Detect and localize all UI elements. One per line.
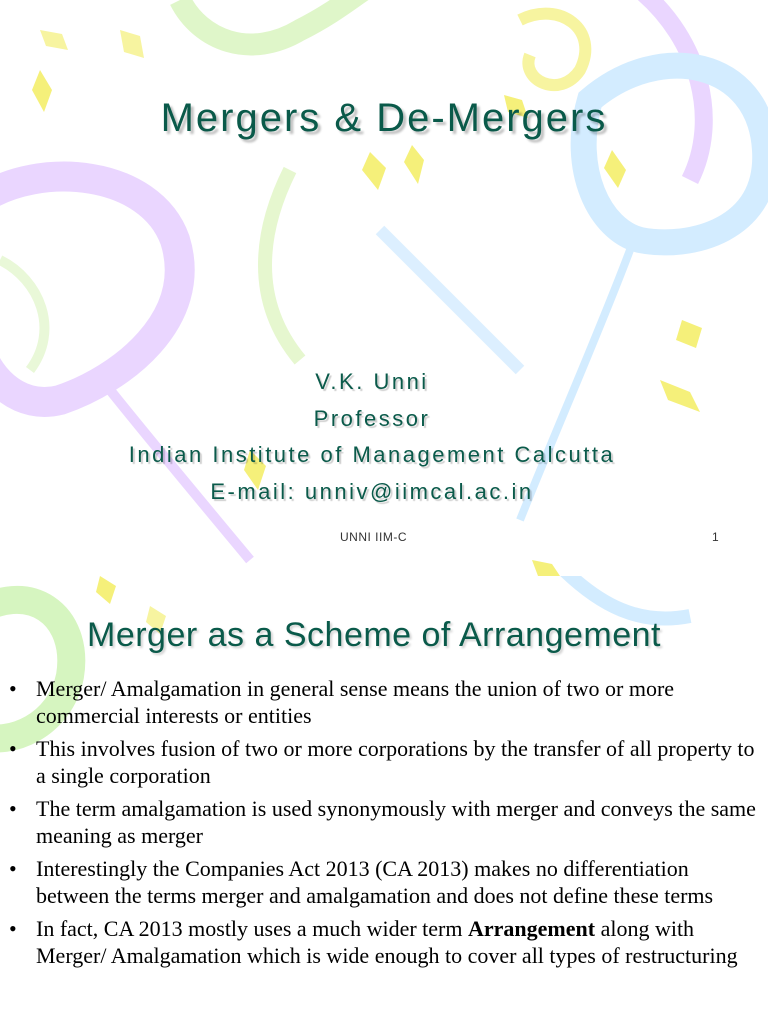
bullet-text: along with Merger/ Amalgamation which is wide enough to cover all types of restructuring xyxy=(36,916,738,968)
bullet-text: In fact, CA 2013 mostly uses a much wider term xyxy=(36,916,468,941)
list-item: • Merger/ Amalgamation in general sense means the union of two or more commercial interests or entities xyxy=(0,675,768,729)
content-slide xyxy=(0,576,768,1024)
bold-term: Arrangement xyxy=(467,916,596,941)
slide-title: Mergers & De-Mergers xyxy=(160,96,608,140)
bullet-list xyxy=(0,675,768,975)
author-email: E-mail: unniv@iimcal.ac.in xyxy=(210,478,534,504)
author-name: V.K. Unni xyxy=(315,369,429,394)
list-item: • This involves fusion of two or more corporations by the transfer of all property to a single corporation xyxy=(0,735,768,789)
list-item: • Interestingly the Companies Act 2013 (CA 2013) makes no differentiation between the terms merger and amalgamation and does not define these terms xyxy=(0,855,768,909)
author-institution: Indian Institute of Management Calcutta xyxy=(128,442,616,467)
author-position: Professor xyxy=(313,405,431,431)
slide-footer: UNNI IIM-C xyxy=(340,530,407,544)
list-item: • The term amalgamation is used synonymously with merger and conveys the same meaning as merger xyxy=(0,795,768,849)
list-item xyxy=(0,915,768,969)
author-block xyxy=(0,364,744,510)
slide-title: Merger as a Scheme of Arrangement xyxy=(87,616,661,654)
page-number: 1 xyxy=(712,530,719,544)
